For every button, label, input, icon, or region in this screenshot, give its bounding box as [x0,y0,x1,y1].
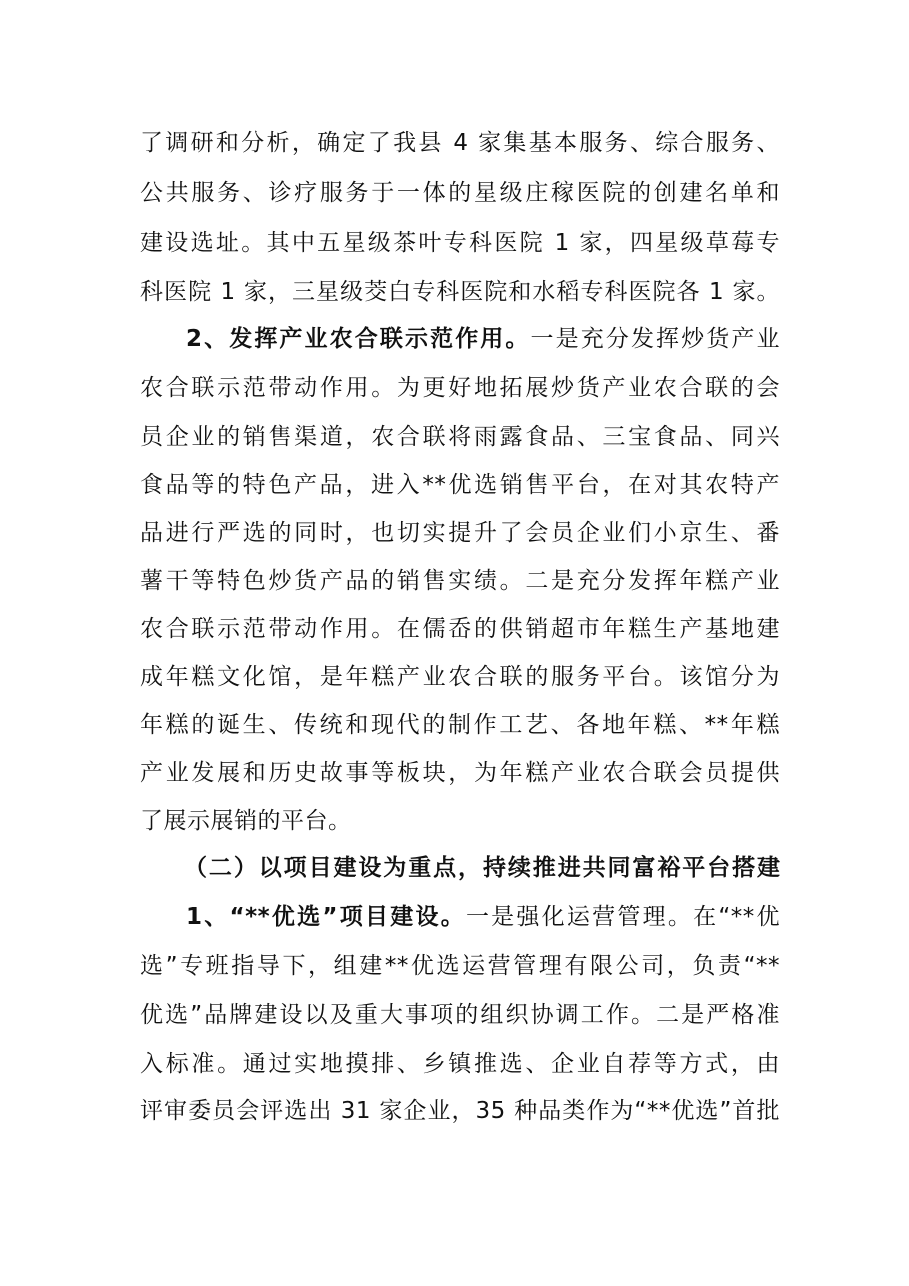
text-line: 建设选址。其中五星级茶叶专科医院 1 家，四星级草莓专 [140,230,780,256]
text-line: 入标准。通过实地摸排、乡镇推选、企业自荐等方式，由 [140,1051,780,1077]
text-line: 农合联示范带动作用。在儒岙的供销超市年糕生产基地建 [140,616,780,642]
text-line: 农合联示范带动作用。为更好地拓展炒货产业农合联的会 [140,375,780,401]
text-line: 选”专班指导下，组建**优选运营管理有限公司，负责“** [140,953,780,979]
text-line: 评审委员会评选出 31 家企业，35 种品类作为“**优选”首批 [140,1098,780,1124]
paragraph-heading: 2、发挥产业农合联示范作用。 [186,326,531,352]
text-line: 员企业的销售渠道，农合联将雨露食品、三宝食品、同兴 [140,424,780,450]
text-line: 年糕的诞生、传统和现代的制作工艺、各地年糕、**年糕 [140,712,780,738]
paragraph-first-line [186,324,780,354]
paragraph-text: 一是充分发挥炒货产业 [530,326,780,352]
text-line: 成年糕文化馆，是年糕产业农合联的服务平台。该馆分为 [140,664,780,690]
paragraph-text: 一是强化运营管理。在“**优 [465,904,780,930]
paragraph-heading: 1、“**优选”项目建设。 [186,904,466,930]
text-line: 品进行严选的同时，也切实提升了会员企业们小京生、番 [140,520,780,546]
text-line: 薯干等特色炒货产品的销售实绩。二是充分发挥年糕产业 [140,568,780,594]
text-line: 产业发展和历史故事等板块，为年糕产业农合联会员提供 [140,760,780,786]
text-line: 了展示展销的平台。 [140,808,352,834]
text-line: 了调研和分析，确定了我县 4 家集基本服务、综合服务、 [140,130,780,156]
paragraph-first-line [186,902,780,932]
text-line: 公共服务、诊疗服务于一体的星级庄稼医院的创建名单和 [140,180,780,206]
text-line: 食品等的特色产品，进入**优选销售平台，在对其农特产 [140,472,780,498]
text-line: 科医院 1 家，三星级茭白专科医院和水稻专科医院各 1 家。 [140,279,780,305]
text-line: 优选”品牌建设以及重大事项的组织协调工作。二是严格准 [140,1002,780,1028]
section-heading: （二）以项目建设为重点，持续推进共同富裕平台搭建 [184,855,780,881]
